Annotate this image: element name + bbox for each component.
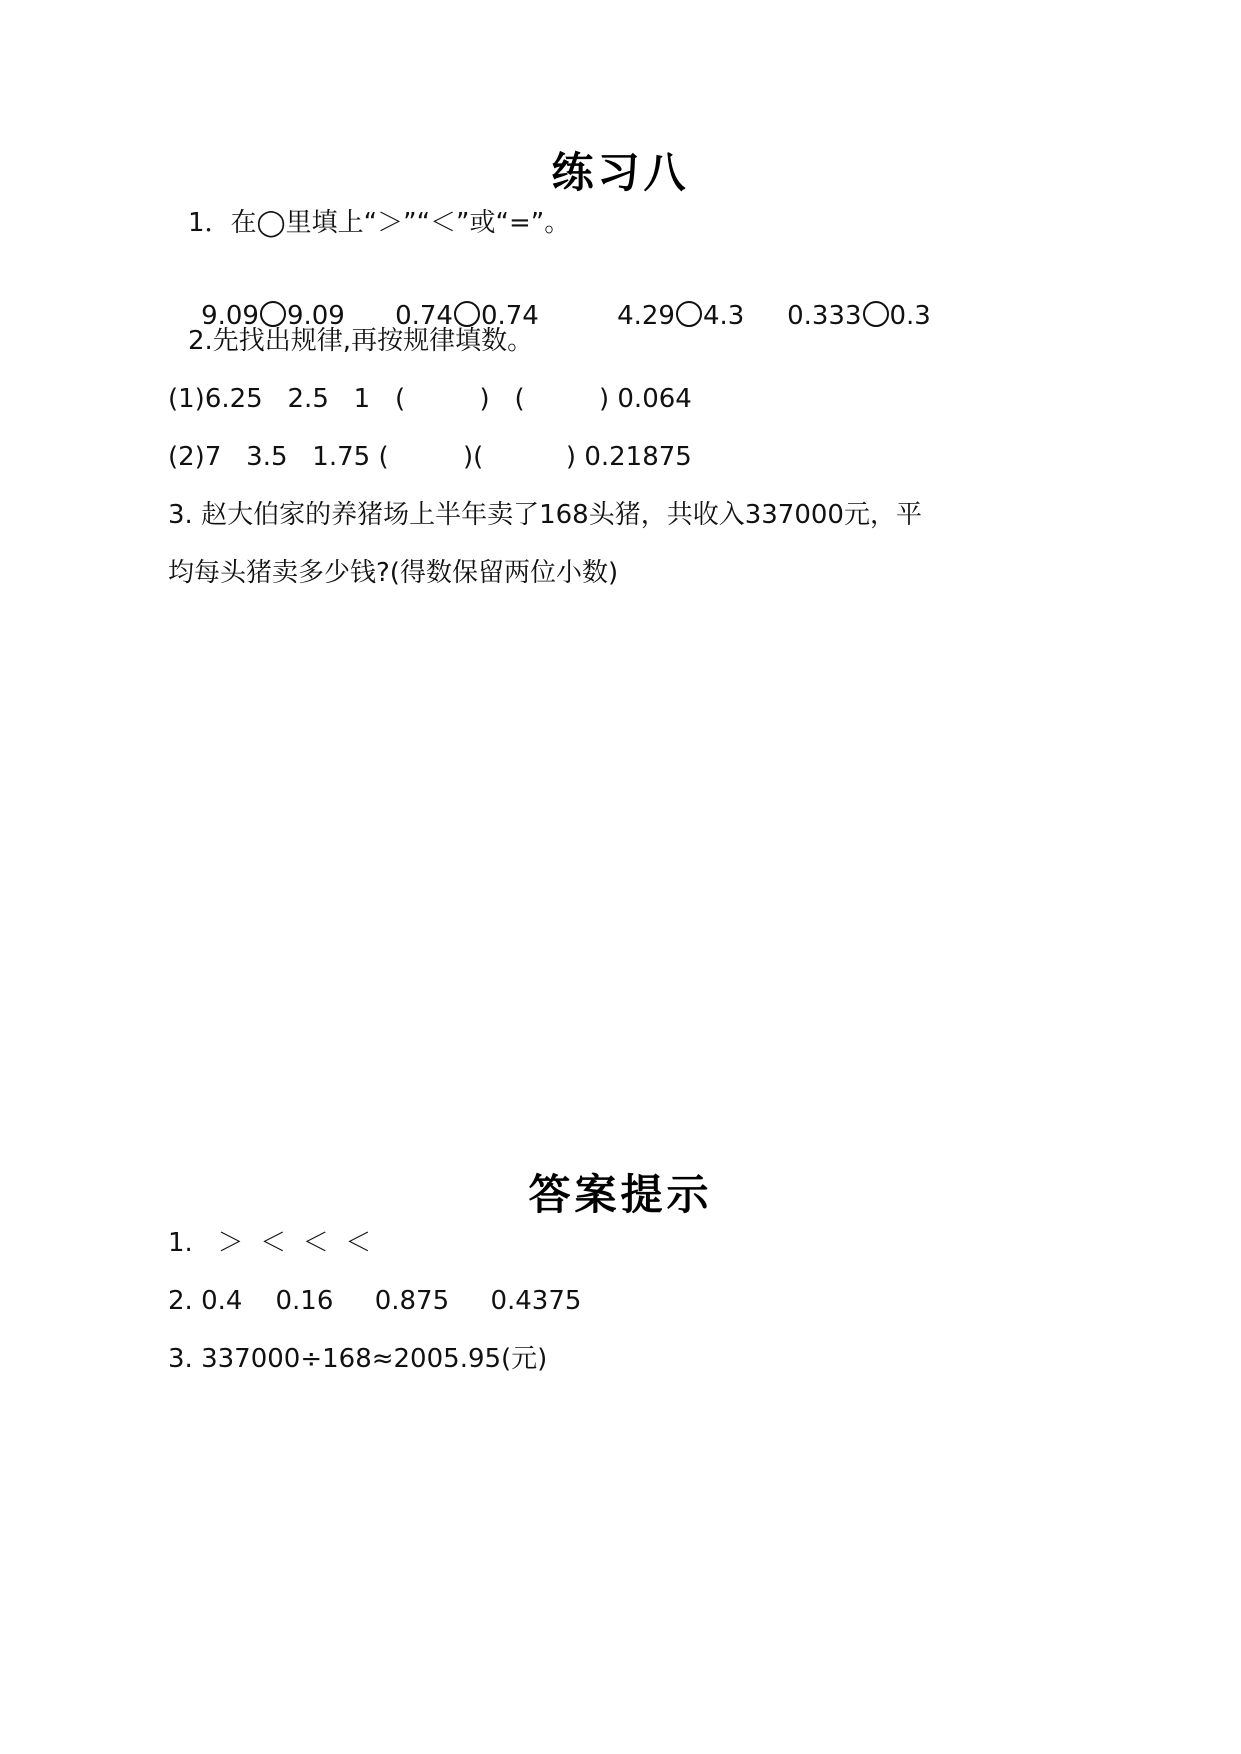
question-2-prompt: 2.先找出规律,再按规律填数。 bbox=[188, 326, 534, 356]
comparison-item bbox=[754, 265, 931, 367]
answer-1: 1. ＞ ＜ ＜ ＜ bbox=[168, 1228, 372, 1258]
comparison-left: 0.333 bbox=[787, 301, 862, 331]
blank-circle-icon[interactable] bbox=[863, 301, 889, 327]
question-3-line-2: 均每头猪卖多少钱?(得数保留两位小数) bbox=[168, 558, 619, 588]
comparison-left: 9.09 bbox=[201, 301, 259, 331]
comparison-right: 0.3 bbox=[889, 301, 931, 331]
blank-circle-icon[interactable] bbox=[676, 301, 702, 327]
question-2-sequence-1: (1)6.25 2.5 1 ( ) ( ) 0.064 bbox=[168, 384, 692, 414]
answer-2: 2. 0.4 0.16 0.875 0.4375 bbox=[168, 1286, 582, 1316]
comparison-left: 0.74 bbox=[395, 301, 453, 331]
comparison-right: 4.3 bbox=[702, 301, 745, 331]
exercise-title: 练习八 bbox=[551, 148, 690, 197]
answers-title: 答案提示 bbox=[528, 1170, 713, 1219]
comparison-left: 4.29 bbox=[617, 301, 675, 331]
comparison-right: 0.74 bbox=[480, 301, 539, 331]
comparison-right: 9.09 bbox=[286, 301, 345, 331]
comparison-item bbox=[584, 265, 744, 367]
question-3-line-1: 3. 赵大伯家的养猪场上半年卖了168头猪，共收入337000元，平 bbox=[168, 500, 922, 530]
question-1-prompt: 1．在◯里填上“＞”“＜”或“=”。 bbox=[188, 208, 571, 238]
answer-3: 3. 337000÷168≈2005.95(元) bbox=[168, 1344, 548, 1374]
question-2-sequence-2: (2)7 3.5 1.75 ( )( ) 0.21875 bbox=[168, 442, 692, 472]
